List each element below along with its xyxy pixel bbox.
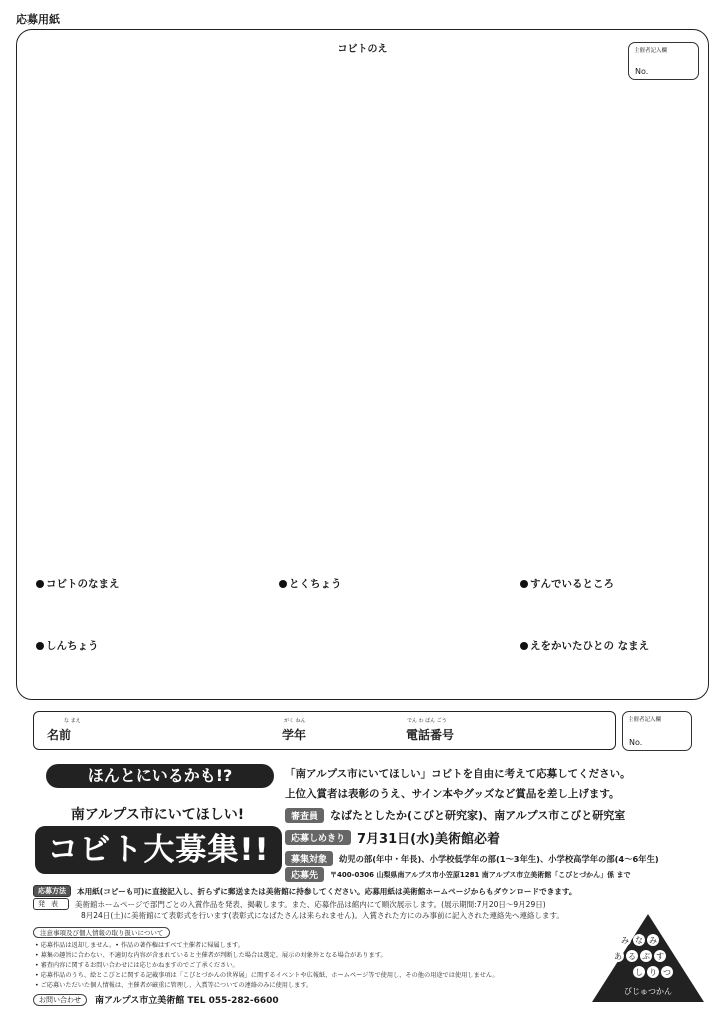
note-item: • ご応募いただいた個人情報は、主催者が厳重に管理し、入賞等についての連絡のみに使用します。 (35, 982, 313, 989)
field-kobito-name[interactable] (36, 576, 120, 591)
note-item: • 審査内容に関するお問い合わせには応じかねますのでご了承ください。 (35, 962, 239, 969)
logo-char: り (649, 968, 657, 977)
announce-tag: 発表 (33, 898, 69, 910)
logo-char: る (628, 952, 636, 961)
grade-ruby: がく ねん (284, 718, 306, 724)
intro-line-1: 「南アルプス市にいてほしい」コビトを自由に考えて応募してください。 (285, 768, 631, 780)
judge-tag: 審査員 (285, 808, 324, 823)
contact-tag: お問い合わせ (33, 994, 87, 1006)
address-tag: 応募先 (285, 867, 324, 882)
name-label: 名前 (47, 728, 72, 742)
field-tokuchou-label: とくちょう (289, 578, 342, 590)
field-shinchou-label: しんちょう (46, 640, 99, 652)
intro-line-2: 上位入賞者は表彰のうえ、サイン本やグッズなど賞品を差し上げます。 (285, 788, 620, 800)
bullet-icon (36, 642, 44, 650)
field-kobito-name-label: コビトのなまえ (46, 578, 120, 590)
judge-row (285, 807, 625, 823)
organizer-caption: 主催者記入欄 (634, 48, 668, 54)
organizer-no-2: No. (629, 738, 643, 747)
bullet-icon (279, 580, 287, 588)
organizer-box-2 (622, 711, 692, 751)
grade-label: 学年 (282, 728, 307, 742)
promo-subtitle: 南アルプス市にいてほしい! (70, 807, 245, 823)
promo-badge: ほんとにいるかも!? (46, 764, 274, 788)
announce-row (33, 898, 546, 910)
logo-char: み (621, 936, 629, 945)
deadline-text: 7月31日(水)美術館必着 (357, 832, 501, 847)
phone-ruby: でん わ ばん ごう (407, 718, 447, 724)
drawing-area[interactable] (16, 29, 709, 700)
logo-char: す (656, 952, 664, 961)
address-text: 〒400-0306 山梨県南アルプス市小笠原1281 南アルプス市立美術館「こびとづかん」係 まで (330, 870, 631, 879)
entrant-info-box (33, 711, 616, 750)
announce-line-2: 8月24日(土)に美術館にて表彰式を行います(表彰式になばたさんは来られません)。入賞された方にのみ事前に記入された連絡先へ連絡します。 (81, 911, 564, 920)
bullet-icon (520, 642, 528, 650)
address-row (285, 867, 631, 882)
logo-char: な (635, 936, 643, 945)
field-artist-name[interactable] (520, 638, 649, 653)
contact-text: 南アルプス市立美術館 TEL 055-282-6600 (95, 996, 279, 1006)
field-sundeiru-label: すんでいるところ (530, 578, 614, 590)
phone-input[interactable] (462, 715, 607, 747)
judge-text: なばたとしたか(こびと研究家)、南アルプス市こびと研究室 (330, 809, 626, 822)
grade-input[interactable] (319, 715, 399, 747)
field-sundeiru[interactable] (520, 576, 614, 591)
logo-char: あ (614, 952, 622, 961)
field-tokuchou[interactable] (279, 576, 342, 591)
announce-line-1: 美術館ホームページで部門ごとの入賞作品を発表、掲載します。また、応募作品は館内にて順次展示します。(展示期間:7月20日〜9月29日) (75, 899, 546, 909)
drawing-area-label: コビトのえ (337, 44, 388, 55)
note-item: • 応募作品のうち、絵とこびとに関する記載事項は「こびとづかんの世界展」に関するイベントや広報紙、ホームページ等で使用し、その他の用途では使用しません。 (35, 972, 499, 979)
organizer-no: No. (635, 67, 649, 76)
logo-caption: びじゅつかん (624, 987, 672, 996)
logo-char: み (649, 936, 657, 945)
logo-char: つ (663, 968, 671, 977)
logo-char: し (635, 968, 643, 977)
target-tag: 募集対象 (285, 851, 333, 866)
bullet-icon (520, 580, 528, 588)
field-shinchou[interactable] (36, 638, 99, 653)
phone-label: 電話番号 (406, 728, 455, 742)
target-text: 幼児の部(年中・年長)、小学校低学年の部(1〜3年生)、小学校高学年の部(4〜6年生) (339, 853, 659, 864)
organizer-box (628, 42, 699, 80)
note-item: • 募集の趣旨に合わない、不適切な内容が含まれていると主催者が判断した場合は選定、展示の対象外となる場合があります。 (35, 952, 387, 959)
deadline-row (285, 828, 500, 847)
method-text: 本用紙(コピーも可)に直接記入し、折らずに郵送または美術館に持参してください。応募用紙は美術館ホームページからもダウンロードできます。 (77, 886, 577, 896)
form-title: 応募用紙 (16, 13, 60, 26)
logo-char: ぷ (642, 952, 650, 961)
promo-headline: コビト大募集!! (35, 826, 282, 874)
museum-logo (588, 912, 708, 1004)
notes-title: 注意事項及び個人情報の取り扱いについて (33, 927, 170, 938)
target-row (285, 851, 659, 866)
method-tag: 応募方法 (33, 885, 71, 897)
note-item: • 応募作品は返却しません。• 作品の著作権はすべて主催者に帰属します。 (35, 942, 244, 949)
name-ruby: な まえ (64, 718, 81, 724)
organizer-caption-2: 主催者記入欄 (628, 717, 662, 723)
triangle-logo-icon (588, 912, 708, 1004)
method-row (33, 885, 576, 897)
name-input[interactable] (94, 715, 269, 747)
deadline-tag: 応募しめきり (285, 830, 351, 845)
field-artist-name-label: えをかいたひとの なまえ (530, 640, 650, 652)
bullet-icon (36, 580, 44, 588)
